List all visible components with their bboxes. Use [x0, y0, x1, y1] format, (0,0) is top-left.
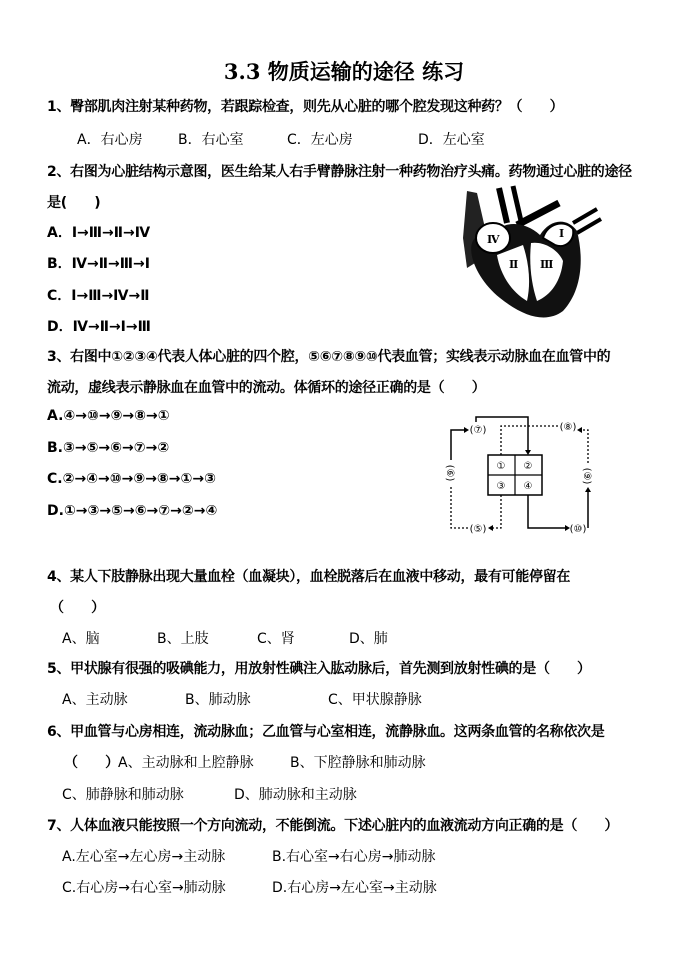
question-3-option-c[interactable]: C.②→④→⑩→⑨→⑧→①→③	[47, 471, 216, 487]
svg-text:①: ①	[496, 461, 506, 472]
heart-diagram	[455, 183, 605, 333]
question-7-option-d[interactable]: D.右心房→左心室→主动脉	[272, 880, 437, 896]
svg-text:(⑧): (⑧)	[559, 422, 577, 433]
svg-text:④: ④	[523, 481, 533, 492]
question-5-option-c[interactable]: C、甲状腺静脉	[328, 692, 422, 708]
svg-text:②: ②	[523, 461, 533, 472]
question-7-stem: 7、人体血液只能按照一个方向流动，不能倒流。下述心脏内的血液流动方向正确的是（ ）	[47, 818, 619, 834]
question-6-option-a[interactable]: A、主动脉和上腔静脉	[118, 755, 254, 771]
question-3-option-d[interactable]: D.①→③→⑤→⑥→⑦→②→④	[47, 503, 218, 519]
question-7-option-b[interactable]: B.右心室→右心房→肺动脉	[272, 849, 436, 865]
question-4-option-a[interactable]: A、脑	[62, 631, 100, 647]
question-5-option-a[interactable]: A、主动脉	[62, 692, 128, 708]
heart-label-iii: Ⅲ	[540, 258, 554, 271]
question-1-option-d[interactable]: D．左心室	[418, 132, 485, 148]
question-4-stem-line1: 4、某人下肢静脉出现大量血栓（血凝块），血栓脱落后在血液中移动，最有可能停留在	[47, 569, 571, 585]
question-2-stem-line2: 是( )	[47, 195, 101, 211]
question-4-option-d[interactable]: D、肺	[349, 631, 388, 647]
circulation-diagram	[430, 400, 605, 540]
question-1-option-b[interactable]: B．右心室	[178, 132, 244, 148]
svg-text:(⑤): (⑤)	[469, 524, 487, 535]
question-1-option-c[interactable]: C．左心房	[287, 132, 353, 148]
question-5-option-b[interactable]: B、肺动脉	[185, 692, 251, 708]
question-3-stem-line2: 流动，虚线表示静脉血在血管中的流动。体循环的途径正确的是（ ）	[47, 380, 486, 396]
question-3-stem-line1: 3、右图中①②③④代表人体心脏的四个腔，⑤⑥⑦⑧⑨⑩代表血管；实线表示动脉血在血管中的	[47, 349, 611, 365]
question-2-stem-line1: 2、右图为心脏结构示意图，医生给某人右手臂静脉注射一种药物治疗头痛。药物通过心脏的途径	[47, 164, 632, 180]
question-6-stem-line2: （ ）	[64, 755, 119, 771]
question-6-option-d[interactable]: D、肺动脉和主动脉	[234, 787, 357, 803]
question-4-option-c[interactable]: C、肾	[257, 631, 295, 647]
question-2-option-a[interactable]: A．Ⅰ→Ⅲ→Ⅱ→Ⅳ	[47, 225, 151, 241]
question-6-option-b[interactable]: B、下腔静脉和肺动脉	[290, 755, 426, 771]
question-1-option-a[interactable]: A．右心房	[77, 132, 143, 148]
svg-text:(⑩): (⑩)	[569, 524, 587, 535]
svg-text:③: ③	[496, 481, 506, 492]
question-3-option-b[interactable]: B.③→⑤→⑥→⑦→②	[47, 440, 170, 456]
heart-label-ii: Ⅱ	[509, 258, 519, 271]
question-7-option-a[interactable]: A.左心室→左心房→主动脉	[62, 849, 226, 865]
question-7-option-c[interactable]: C.右心房→右心室→肺动脉	[62, 880, 226, 896]
svg-text:(⑦): (⑦)	[469, 425, 487, 436]
question-2-option-c[interactable]: C．Ⅰ→Ⅲ→Ⅳ→Ⅱ	[47, 288, 150, 304]
question-2-option-b[interactable]: B．Ⅳ→Ⅱ→Ⅲ→Ⅰ	[47, 256, 150, 272]
question-1-stem: 1、臀部肌肉注射某种药物，若跟踪检查，则先从心脏的哪个腔发现这种药？（ ）	[47, 99, 564, 115]
question-2-option-d[interactable]: D．Ⅳ→Ⅱ→Ⅰ→Ⅲ	[47, 319, 151, 335]
heart-label-i: Ⅰ	[559, 227, 565, 240]
page-title: 3.3 物质运输的途径 练习	[223, 59, 465, 84]
question-4-option-b[interactable]: B、上肢	[157, 631, 209, 647]
question-6-stem-line1: 6、甲血管与心房相连，流动脉血；乙血管与心室相连，流静脉血。这两条血管的名称依次是	[47, 724, 605, 740]
svg-text:(⑨): (⑨)	[581, 467, 592, 485]
svg-text:(⑥): (⑥)	[444, 464, 455, 482]
question-6-option-c[interactable]: C、肺静脉和肺动脉	[62, 787, 184, 803]
question-4-stem-line2: （ ）	[50, 600, 105, 616]
heart-label-iv: Ⅳ	[487, 233, 500, 246]
question-5-stem: 5、甲状腺有很强的吸碘能力，用放射性碘注入肱动脉后，首先测到放射性碘的是（ ）	[47, 661, 591, 677]
question-3-option-a[interactable]: A.④→⑩→⑨→⑧→①	[47, 408, 170, 424]
